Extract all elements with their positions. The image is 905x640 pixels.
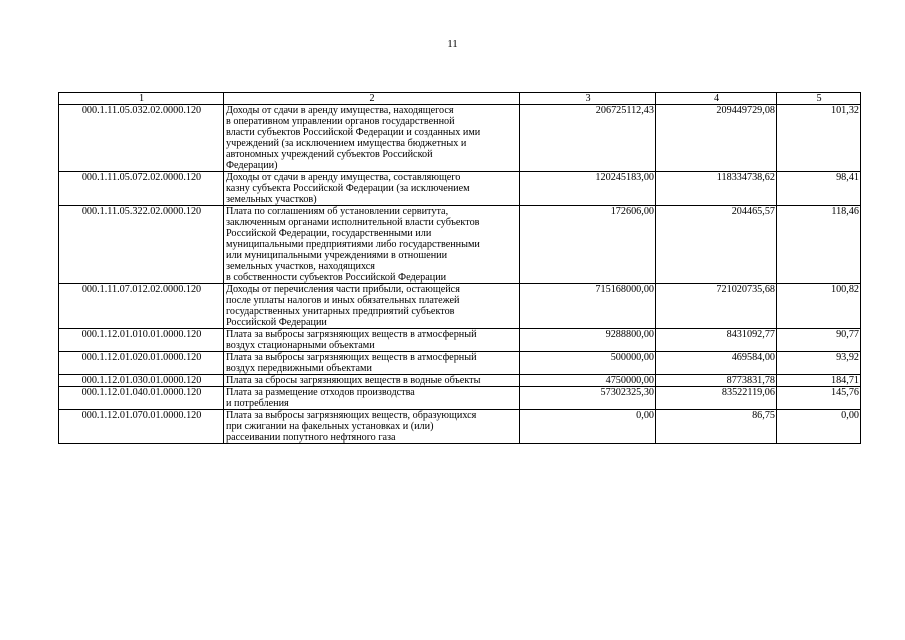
revenue-name-line: Плата за выбросы загрязняющих веществ в атмосферный bbox=[226, 352, 477, 363]
actual-amount-cell: 209449729,08 bbox=[656, 105, 777, 172]
revenue-name-cell bbox=[224, 375, 520, 387]
header-row bbox=[59, 93, 861, 105]
revenue-name-line: земельных участков) bbox=[226, 194, 317, 205]
budget-code-cell: 000.1.11.05.322.02.0000.120 bbox=[59, 206, 224, 284]
revenue-name-cell bbox=[224, 105, 520, 172]
budget-code-cell: 000.1.11.05.072.02.0000.120 bbox=[59, 172, 224, 206]
column-header-5: 5 bbox=[777, 93, 861, 105]
actual-amount-cell: 721020735,68 bbox=[656, 284, 777, 329]
revenue-name-line: Федерации) bbox=[226, 160, 278, 171]
actual-amount-cell: 469584,00 bbox=[656, 352, 777, 375]
planned-amount-cell: 715168000,00 bbox=[520, 284, 656, 329]
revenue-name-cell bbox=[224, 329, 520, 352]
revenue-name-line: после уплаты налогов и иных обязательных платежей bbox=[226, 295, 460, 306]
table-row bbox=[59, 375, 861, 387]
revenue-name-line: Плата за размещение отходов производства bbox=[226, 387, 415, 398]
revenue-name-line: Доходы от сдачи в аренду имущества, находящегося bbox=[226, 105, 454, 116]
planned-amount-cell: 120245183,00 bbox=[520, 172, 656, 206]
revenue-name-line: воздух передвижными объектами bbox=[226, 363, 372, 374]
execution-percent-cell: 93,92 bbox=[777, 352, 861, 375]
revenue-name-line: заключенным органами исполнительной власти субъектов bbox=[226, 217, 480, 228]
planned-amount-cell: 57302325,30 bbox=[520, 387, 656, 410]
actual-amount-cell: 83522119,06 bbox=[656, 387, 777, 410]
column-header-2: 2 bbox=[224, 93, 520, 105]
column-header-3: 3 bbox=[520, 93, 656, 105]
revenue-name-line: земельных участков, находящихся bbox=[226, 261, 375, 272]
revenue-name-line: Российской Федерации, государственными или bbox=[226, 228, 432, 239]
table-row bbox=[59, 387, 861, 410]
revenue-name-line: Доходы от перечисления части прибыли, остающейся bbox=[226, 284, 460, 295]
table-header bbox=[59, 93, 861, 105]
budget-code-cell: 000.1.12.01.040.01.0000.120 bbox=[59, 387, 224, 410]
column-header-4: 4 bbox=[656, 93, 777, 105]
budget-code-cell: 000.1.12.01.010.01.0000.120 bbox=[59, 329, 224, 352]
revenue-name-line: власти субъектов Российской Федерации и созданных ими bbox=[226, 127, 481, 138]
revenue-name-line: в оперативном управлении органов государственной bbox=[226, 116, 455, 127]
revenue-name-line: Доходы от сдачи в аренду имущества, составляющего bbox=[226, 172, 461, 183]
planned-amount-cell: 172606,00 bbox=[520, 206, 656, 284]
revenue-name-line: Плата по соглашениям об установлении сервитута, bbox=[226, 206, 449, 217]
revenue-name-line: Российской Федерации bbox=[226, 317, 327, 328]
table-row bbox=[59, 284, 861, 329]
table-row bbox=[59, 410, 861, 444]
page-number: 11 bbox=[447, 38, 458, 50]
execution-percent-cell: 98,41 bbox=[777, 172, 861, 206]
budget-code-cell: 000.1.12.01.070.01.0000.120 bbox=[59, 410, 224, 444]
table-row bbox=[59, 105, 861, 172]
planned-amount-cell: 206725112,43 bbox=[520, 105, 656, 172]
revenue-name-cell bbox=[224, 410, 520, 444]
revenue-name-cell bbox=[224, 206, 520, 284]
budget-code-cell: 000.1.12.01.030.01.0000.120 bbox=[59, 375, 224, 387]
execution-percent-cell: 184,71 bbox=[777, 375, 861, 387]
actual-amount-cell: 204465,57 bbox=[656, 206, 777, 284]
revenue-name-line: государственных унитарных предприятий субъектов bbox=[226, 306, 455, 317]
execution-percent-cell: 0,00 bbox=[777, 410, 861, 444]
revenue-name-cell bbox=[224, 352, 520, 375]
budget-code-cell: 000.1.11.05.032.02.0000.120 bbox=[59, 105, 224, 172]
revenue-name-line: автономных учреждений субъектов Российской bbox=[226, 149, 433, 160]
revenue-name-line: Плата за сбросы загрязняющих веществ в водные объекты bbox=[226, 375, 481, 386]
revenue-name-line: воздух стационарными объектами bbox=[226, 340, 375, 351]
revenue-name-cell bbox=[224, 284, 520, 329]
table-body bbox=[59, 105, 861, 444]
planned-amount-cell: 4750000,00 bbox=[520, 375, 656, 387]
planned-amount-cell: 0,00 bbox=[520, 410, 656, 444]
table-row bbox=[59, 329, 861, 352]
revenue-name-line: Плата за выбросы загрязняющих веществ в атмосферный bbox=[226, 329, 477, 340]
budget-code-cell: 000.1.12.01.020.01.0000.120 bbox=[59, 352, 224, 375]
revenue-name-line: учреждений (за исключением имущества бюджетных и bbox=[226, 138, 467, 149]
table-row bbox=[59, 352, 861, 375]
execution-percent-cell: 118,46 bbox=[777, 206, 861, 284]
revenue-name-line: при сжигании на факельных установках и (или) bbox=[226, 421, 434, 432]
revenue-name-line: или муниципальными учреждениями в отношении bbox=[226, 250, 448, 261]
revenue-name-cell bbox=[224, 172, 520, 206]
actual-amount-cell: 8431092,77 bbox=[656, 329, 777, 352]
table-row bbox=[59, 172, 861, 206]
actual-amount-cell: 8773831,78 bbox=[656, 375, 777, 387]
table-row bbox=[59, 206, 861, 284]
revenue-name-line: и потребления bbox=[226, 398, 289, 409]
revenue-name-line: Плата за выбросы загрязняющих веществ, образующихся bbox=[226, 410, 477, 421]
actual-amount-cell: 86,75 bbox=[656, 410, 777, 444]
execution-percent-cell: 101,32 bbox=[777, 105, 861, 172]
execution-percent-cell: 100,82 bbox=[777, 284, 861, 329]
budget-code-cell: 000.1.11.07.012.02.0000.120 bbox=[59, 284, 224, 329]
revenue-name-line: муниципальными предприятиями либо государственными bbox=[226, 239, 480, 250]
revenue-name-line: в собственности субъектов Российской Федерации bbox=[226, 272, 447, 283]
revenue-name-cell bbox=[224, 387, 520, 410]
actual-amount-cell: 118334738,62 bbox=[656, 172, 777, 206]
execution-percent-cell: 90,77 bbox=[777, 329, 861, 352]
revenue-name-line: рассеивании попутного нефтяного газа bbox=[226, 432, 396, 443]
revenue-name-line: казну субъекта Российской Федерации (за исключением bbox=[226, 183, 470, 194]
planned-amount-cell: 500000,00 bbox=[520, 352, 656, 375]
execution-percent-cell: 145,76 bbox=[777, 387, 861, 410]
revenue-table bbox=[58, 92, 861, 444]
planned-amount-cell: 9288800,00 bbox=[520, 329, 656, 352]
column-header-1: 1 bbox=[59, 93, 224, 105]
